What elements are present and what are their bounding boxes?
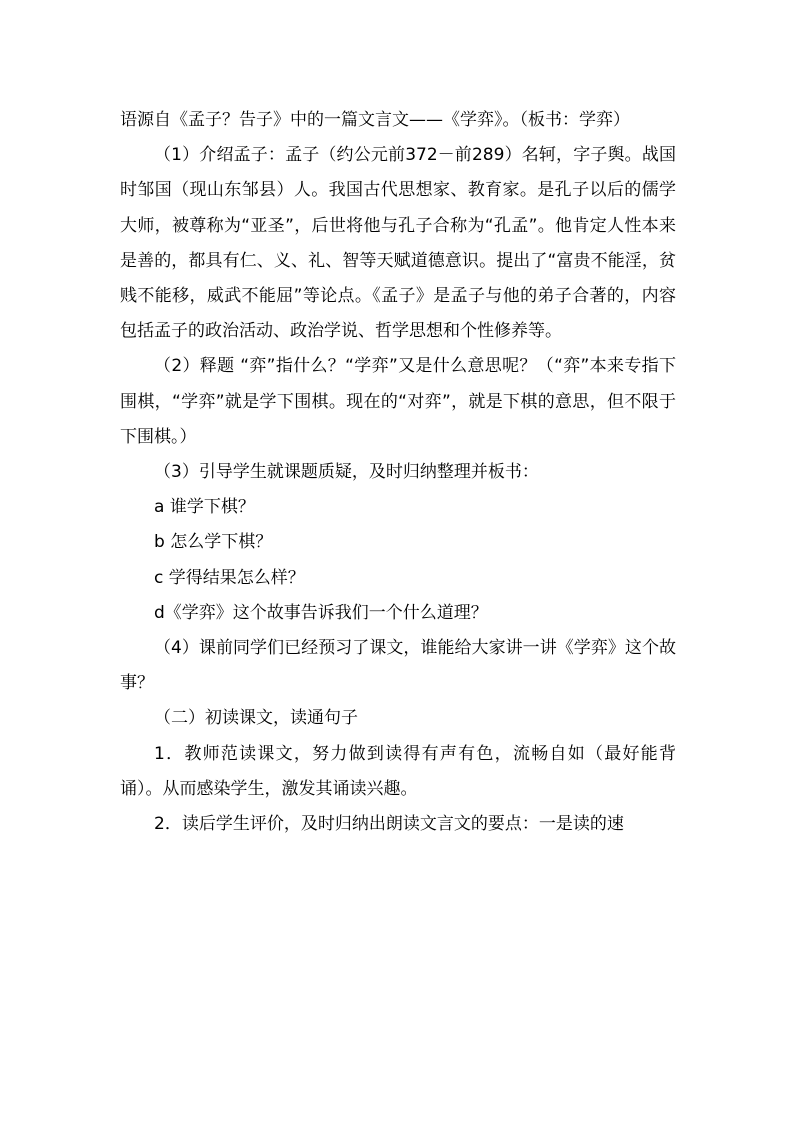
question-item-b: b 怎么学下棋？	[154, 532, 273, 553]
paragraph-source: 语源自《孟子？告子》中的一篇文言文——《学弈》。（板书：学弈）	[120, 110, 630, 130]
question-item-a: a 谁学下棋？	[154, 497, 255, 518]
section-heading-first-reading: （二）初读课文，读通句子	[154, 708, 358, 729]
paragraph-title-explanation: （2）释题 “弈”指什么？“学弈”又是什么意思呢？（“弈”本来专指下围棋，“学弈”就是学下围棋。现在的“对弈”，就是下棋的意思，但不限于下围棋。）	[120, 356, 676, 447]
document-body	[120, 103, 676, 842]
paragraph-teacher-reading: 1．教师范读课文，努力做到读得有声有色，流畅自如（最好能背诵）。从而感染学生，激发其诵读兴趣。	[120, 743, 676, 799]
paragraph-retell-story: （4）课前同学们已经预习了课文，谁能给大家讲一讲《学弈》这个故事？	[120, 638, 676, 694]
paragraph-guide-questions: （3）引导学生就课题质疑，及时归纳整理并板书：	[154, 462, 539, 483]
paragraph-mencius-intro: （1）介绍孟子：孟子（约公元前372－前289）名轲，字子舆。战国时邹国（现山东邹县）人。我国古代思想家、教育家。是孔子以后的儒学大师，被尊称为“亚圣”，后世将他与孔子合称为“孔孟”。他肯定人性本来是善的，都具有仁、义、礼、智等天赋道德意识。提出了“富贵不能淫，贫贱不能移，威武不能屈”等论点。《孟子》是孟子与他的弟子合著的，内容包括孟子的政治活动、政治学说、哲学思想和个性修养等。	[120, 145, 676, 342]
paragraph-student-evaluation: 2．读后学生评价，及时归纳出朗读文言文的要点：一是读的速	[154, 814, 624, 835]
question-item-c: c 学得结果怎么样？	[154, 567, 305, 588]
question-item-d: d《学弈》这个故事告诉我们一个什么道理？	[154, 602, 488, 623]
